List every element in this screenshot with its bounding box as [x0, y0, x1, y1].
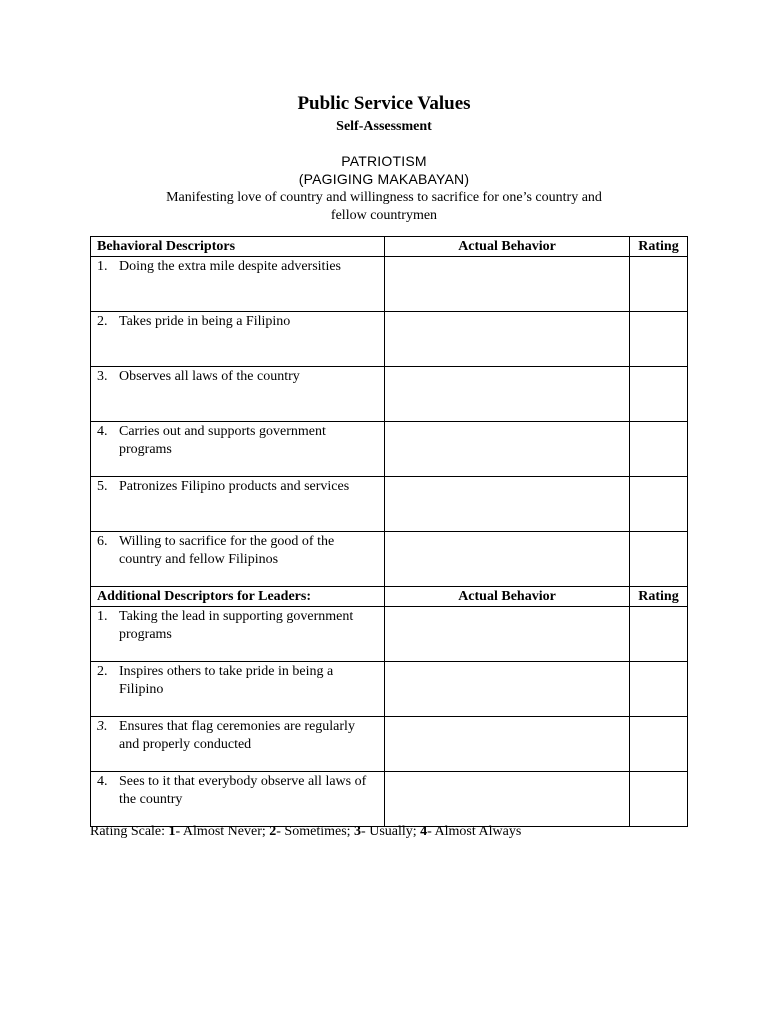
descriptor-text: Willing to sacrifice for the good of the country and fellow Filipinos	[119, 534, 335, 567]
actual-behavior-cell[interactable]	[385, 717, 630, 772]
column-header-actual-behavior: Actual Behavior	[385, 237, 630, 257]
table-row	[91, 367, 688, 422]
actual-behavior-cell[interactable]	[385, 662, 630, 717]
leaders-header-row	[91, 587, 688, 607]
item-number: 6.	[97, 534, 108, 549]
descriptor-cell	[91, 717, 385, 772]
assessment-table	[90, 236, 688, 827]
item-number: 3.	[97, 369, 108, 384]
descriptor-text: Doing the extra mile despite adversities	[119, 259, 341, 274]
rating-cell[interactable]	[630, 257, 688, 312]
actual-behavior-cell[interactable]	[385, 607, 630, 662]
descriptor-cell	[91, 477, 385, 532]
rating-cell[interactable]	[630, 662, 688, 717]
rating-cell[interactable]	[630, 607, 688, 662]
descriptor-cell	[91, 312, 385, 367]
table-row	[91, 532, 688, 587]
actual-behavior-cell[interactable]	[385, 772, 630, 827]
rating-cell[interactable]	[630, 367, 688, 422]
document-title: Public Service Values	[297, 93, 471, 114]
descriptor-cell	[91, 422, 385, 477]
value-description: Manifesting love of country and willingness to sacrifice for one’s country and fellow countrymen	[166, 190, 602, 223]
rating-cell[interactable]	[630, 532, 688, 587]
actual-behavior-cell[interactable]	[385, 477, 630, 532]
table-row	[91, 422, 688, 477]
column-header-actual-behavior: Actual Behavior	[385, 587, 630, 607]
actual-behavior-cell[interactable]	[385, 422, 630, 477]
rating-scale-text: - Usually;	[361, 824, 421, 839]
descriptor-cell	[91, 532, 385, 587]
rating-scale-number: 1	[168, 824, 176, 839]
table-row	[91, 607, 688, 662]
item-number: 2.	[97, 314, 108, 329]
descriptor-text: Ensures that flag ceremonies are regularly and properly conducted	[119, 719, 355, 752]
item-number: 4.	[97, 774, 108, 789]
table-row	[91, 717, 688, 772]
column-header-descriptors: Behavioral Descriptors	[91, 237, 385, 257]
actual-behavior-cell[interactable]	[385, 312, 630, 367]
item-number: 1.	[97, 609, 108, 624]
descriptor-text: Takes pride in being a Filipino	[119, 314, 291, 329]
descriptor-cell	[91, 662, 385, 717]
document-subtitle: Self-Assessment	[336, 119, 432, 134]
table-row	[91, 312, 688, 367]
table-row	[91, 257, 688, 312]
rating-scale-number: 2	[269, 824, 277, 839]
item-number: 3.	[97, 719, 108, 734]
rating-scale-legend	[90, 823, 690, 841]
descriptor-text: Sees to it that everybody observe all laws of the country	[119, 774, 367, 807]
value-heading-translation: (PAGIGING MAKABAYAN)	[298, 171, 470, 187]
descriptor-cell	[91, 257, 385, 312]
rating-scale-text: - Almost Always	[427, 824, 522, 839]
item-number: 4.	[97, 424, 108, 439]
rating-cell[interactable]	[630, 772, 688, 827]
rating-scale-label: Rating Scale:	[90, 824, 169, 839]
column-header-rating: Rating	[630, 237, 688, 257]
rating-cell[interactable]	[630, 717, 688, 772]
item-number: 1.	[97, 259, 108, 274]
rating-scale-text: - Sometimes;	[276, 824, 355, 839]
descriptor-cell	[91, 607, 385, 662]
rating-scale-number: 4	[420, 824, 428, 839]
rating-scale-number: 3	[354, 824, 362, 839]
descriptor-text: Carries out and supports government programs	[119, 424, 326, 457]
rating-cell[interactable]	[630, 477, 688, 532]
table-row	[91, 477, 688, 532]
rating-scale-text: - Almost Never;	[175, 824, 270, 839]
actual-behavior-cell[interactable]	[385, 532, 630, 587]
descriptor-cell	[91, 772, 385, 827]
descriptor-text: Taking the lead in supporting government programs	[119, 609, 354, 642]
table-header-row	[91, 237, 688, 257]
value-heading: PATRIOTISM	[341, 153, 427, 169]
item-number: 5.	[97, 479, 108, 494]
descriptor-text: Observes all laws of the country	[119, 369, 300, 384]
table-row	[91, 662, 688, 717]
descriptor-text: Patronizes Filipino products and services	[119, 479, 350, 494]
rating-cell[interactable]	[630, 312, 688, 367]
table-row	[91, 772, 688, 827]
rating-cell[interactable]	[630, 422, 688, 477]
actual-behavior-cell[interactable]	[385, 367, 630, 422]
descriptor-text: Inspires others to take pride in being a Filipino	[119, 664, 334, 697]
descriptor-cell	[91, 367, 385, 422]
column-header-rating: Rating	[630, 587, 688, 607]
column-header-leader-descriptors: Additional Descriptors for Leaders:	[91, 587, 385, 607]
item-number: 2.	[97, 664, 108, 679]
actual-behavior-cell[interactable]	[385, 257, 630, 312]
